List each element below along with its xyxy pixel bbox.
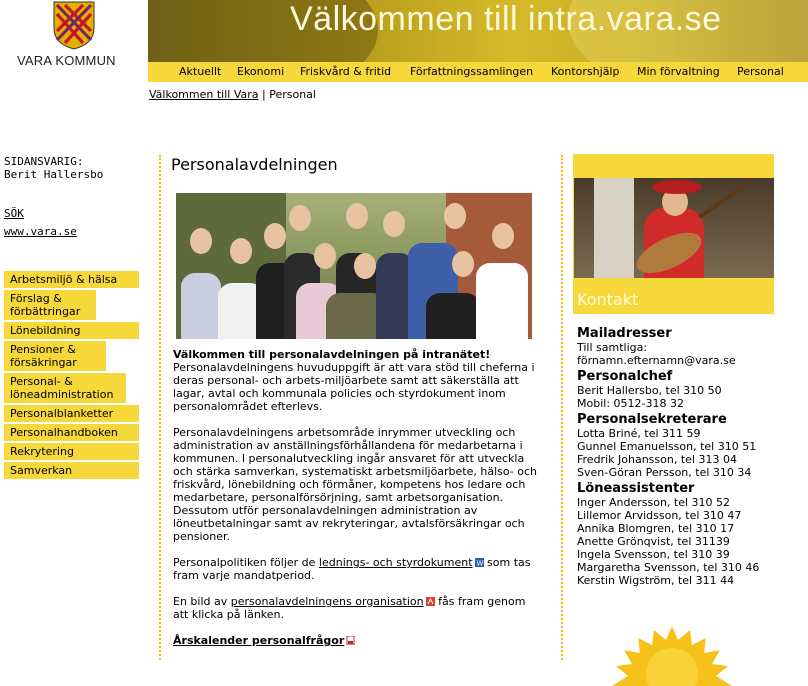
site-link[interactable]: www.vara.se (4, 225, 77, 238)
work-area-paragraph: Personalavdelningens arbetsområde inrymmer utveckling och administration av anställningsförhållandena för medarbetarna i kommunen. I personalutveckling ingår ansvaret för att utveckla och stärka samverkan, systematiskt arbetsmiljöarbete, hälso- och friskvård, lönebildning och förmåner, kompetens hos ledare och medarbetare, personalförsörjning, samt arbetsorganisation. Dessutom utför personalavdelningen administration av löneutbetalningar samt av rekryteringar, avtalsförsäkringar och pensioner. (173, 426, 538, 543)
contact-line: Mobil: 0512-318 32 (577, 397, 684, 410)
page-responsible (4, 155, 144, 181)
contact-line: Inger Andersson, tel 310 52 (577, 496, 731, 509)
contact-line: Till samtliga: (577, 341, 648, 354)
contact-heading-personalsekreterare: Personalsekreterare (577, 412, 727, 427)
contact-heading-loneassistenter: Löneassistenter (577, 481, 695, 496)
left-menu-item-forslag[interactable]: Förslag & förbättringar (4, 290, 96, 322)
left-menu-item-loneadministration[interactable]: Personal- & löneadministration (4, 373, 126, 405)
left-menu (4, 271, 139, 481)
logo-text: VARA KOMMUN (17, 53, 116, 68)
contact-line: Ingela Svensson, tel 310 39 (577, 548, 730, 561)
musician-photo (574, 178, 774, 278)
left-menu-item-rekrytering[interactable]: Rekrytering (4, 443, 139, 462)
banner-title: Välkommen till intra.vara.se (290, 0, 722, 38)
left-menu-item-arbetsmiljo[interactable]: Arbetsmiljö & hälsa (4, 271, 139, 290)
breadcrumb-current: Personal (269, 88, 316, 101)
contact-heading-mailadresser: Mailadresser (577, 326, 672, 341)
divider-left (159, 155, 161, 660)
contact-line: Lotta Briné, tel 311 59 (577, 427, 701, 440)
calendar-link[interactable]: Årskalender personalfrågor (173, 634, 345, 647)
nav-item-ekonomi[interactable]: Ekonomi (237, 65, 285, 78)
sun-graphic-icon (612, 626, 732, 686)
main-article (173, 348, 543, 647)
nav-item-kontorshjalp[interactable]: Kontorshjälp (551, 65, 620, 78)
contact-line: Berit Hallersbo, tel 310 50 (577, 384, 722, 397)
left-menu-item-samverkan[interactable]: Samverkan (4, 462, 139, 481)
nav-item-friskvard[interactable]: Friskvård & fritid (300, 65, 392, 78)
breadcrumb-home-link[interactable]: Välkommen till Vara (149, 88, 259, 101)
calendar-paragraph (173, 634, 543, 647)
pdf-file-icon[interactable] (346, 636, 355, 645)
contact-line: Fredrik Johansson, tel 313 04 (577, 453, 737, 466)
svg-text:W: W (476, 559, 483, 567)
contact-line: Anette Grönqvist, tel 31139 (577, 535, 730, 548)
breadcrumb (149, 88, 316, 101)
welcome-heading: Välkommen till personalavdelningen på intranätet! (173, 348, 491, 361)
contact-line: Sven-Göran Persson, tel 310 34 (577, 466, 752, 479)
contact-line: Margaretha Svensson, tel 310 46 (577, 561, 760, 574)
search-link[interactable]: SÖK (4, 207, 24, 220)
intro-paragraph: Personalavdelningens huvuduppgift är att vara stöd till cheferna i deras personal- och arbets-miljöarbete samt att säkerställa att lagar, avtal och kommunala policies och styrdokument inom personalområdet efterlevs. (173, 361, 535, 413)
left-menu-item-personalhandboken[interactable]: Personalhandboken (4, 424, 139, 443)
left-menu-item-personalblanketter[interactable]: Personalblanketter (4, 405, 139, 424)
banner (148, 0, 808, 62)
divider-right (561, 155, 563, 660)
page-title: Personalavdelningen (171, 155, 338, 174)
coat-of-arms-icon (51, 0, 97, 50)
nav-item-aktuellt[interactable]: Aktuellt (179, 65, 222, 78)
left-menu-item-pensioner[interactable]: Pensioner & försäkringar (4, 341, 106, 373)
contact-line: Gunnel Emanuelsson, tel 310 51 (577, 440, 757, 453)
word-document-icon[interactable] (475, 558, 484, 567)
organisation-paragraph: En bild av personalavdelningens organisation fås fram genom att klicka på länken. (173, 595, 526, 621)
contact-line: Annika Blomgren, tel 310 17 (577, 522, 735, 535)
responsible-name: Berit Hallersbo (4, 168, 104, 181)
contact-list (577, 324, 787, 587)
contact-line: Lillemor Arvidsson, tel 310 47 (577, 509, 742, 522)
nav-item-min-forvaltning[interactable]: Min förvaltning (637, 65, 720, 78)
responsible-label: SIDANSVARIG: (4, 155, 84, 168)
header (0, 0, 808, 85)
nav-item-personal[interactable]: Personal (737, 65, 784, 78)
organisation-link[interactable]: personalavdelningens organisation (230, 595, 424, 608)
contact-line: förnamn.efternamn@vara.se (577, 354, 736, 367)
contact-line: Kerstin Wigström, tel 311 44 (577, 574, 735, 587)
nav-item-forfattningssamlingen[interactable]: Författningssamlingen (410, 65, 534, 78)
contact-title: Kontakt (577, 290, 639, 309)
pdf-document-icon[interactable] (426, 597, 435, 606)
top-nav (148, 62, 808, 82)
styrdokument-link[interactable]: lednings- och styrdokument (318, 556, 473, 569)
breadcrumb-separator: | (262, 88, 266, 101)
logo[interactable] (0, 0, 148, 85)
policy-paragraph: Personalpolitiken följer de lednings- och styrdokument W som tas fram varje mandatperiod. (173, 556, 531, 582)
contact-heading-personalchef: Personalchef (577, 369, 673, 384)
left-menu-item-lonebildning[interactable]: Lönebildning (4, 322, 139, 341)
staff-group-photo (176, 193, 532, 339)
